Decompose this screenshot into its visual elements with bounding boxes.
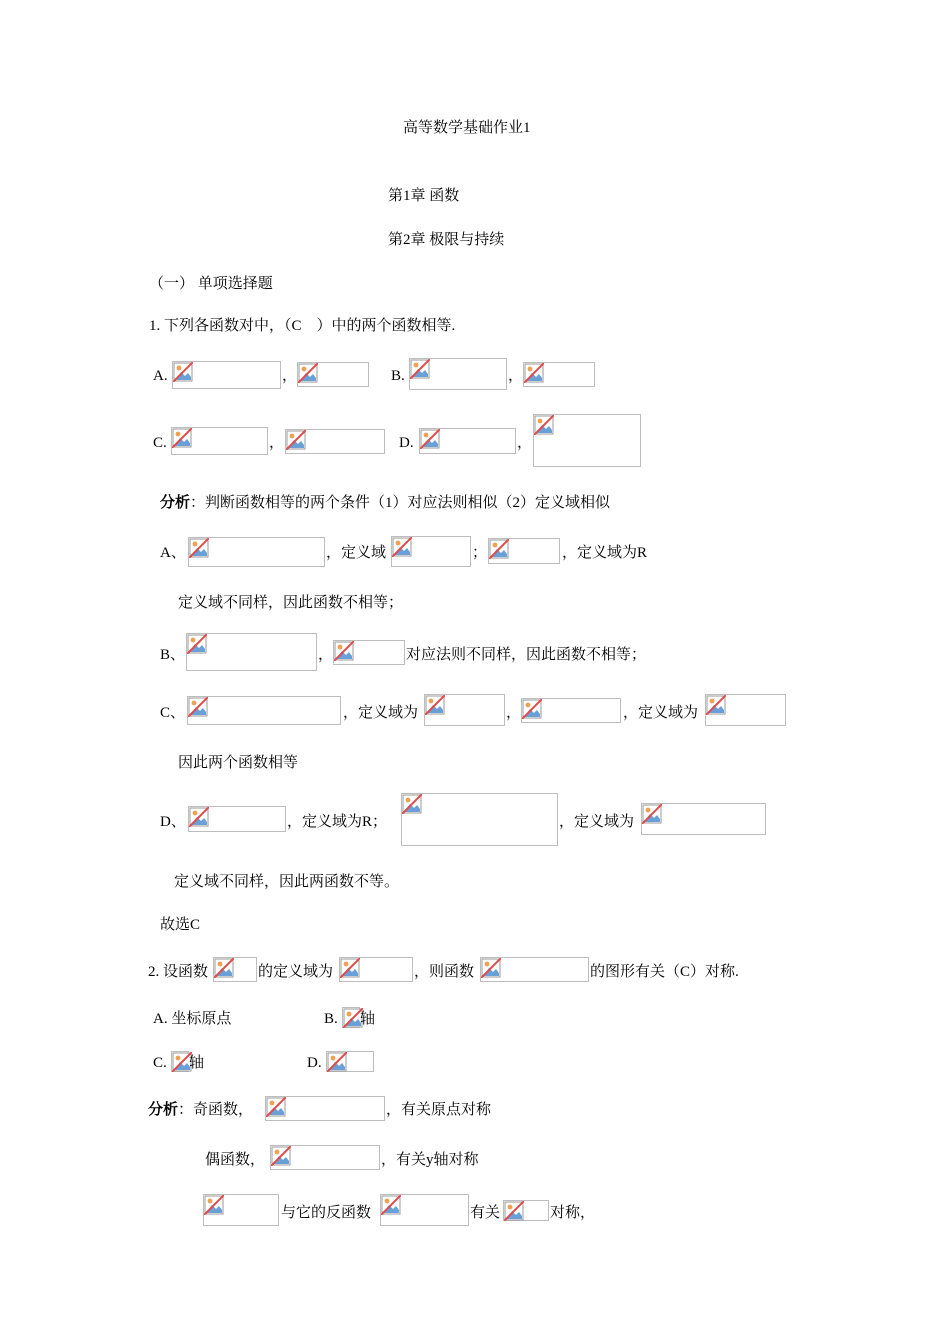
analysis-text: ：判断函数相等的两个条件（1）对应法则相似（2）定义域相似 <box>190 495 611 511</box>
broken-image-icon <box>172 428 192 448</box>
even-function-text: 偶函数， <box>205 1152 266 1168</box>
q1-option-a-label: A. <box>153 368 168 384</box>
broken-image-icon <box>204 1195 224 1215</box>
broken-image-icon <box>327 1052 347 1072</box>
analysis-c-note: 因此两个函数相等 <box>178 755 299 771</box>
domain-text: ，定义域为 <box>559 814 635 830</box>
broken-image-icon <box>420 429 440 449</box>
comma: ， <box>517 435 533 451</box>
formula-image <box>401 793 558 846</box>
formula-image <box>391 536 471 567</box>
broken-image-icon <box>402 794 422 814</box>
broken-image-icon <box>410 359 430 379</box>
odd-function-text: ：奇函数， <box>178 1102 254 1118</box>
analysis-a-note: 定义域不同样，因此函数不相等； <box>178 595 404 611</box>
broken-image-icon <box>189 807 209 827</box>
broken-image-icon <box>334 641 354 661</box>
formula-image <box>265 1096 385 1121</box>
formula-image <box>533 414 641 467</box>
question-2-stem-a: 2. 设函数 <box>148 964 209 980</box>
analysis-b-note: 对应法则不同样，因此函数不相等； <box>406 647 647 663</box>
broken-image-icon <box>173 362 193 382</box>
inverse-text-a: 与它的反函数 <box>281 1205 372 1221</box>
formula-image <box>419 428 516 454</box>
broken-image-icon <box>189 538 209 558</box>
q2-option-d-label: D. <box>307 1055 322 1071</box>
analysis-b-label: B、 <box>160 647 186 663</box>
broken-image-icon <box>481 958 501 978</box>
formula-image <box>203 1194 279 1226</box>
analysis-a-label: A、 <box>160 545 186 561</box>
analysis-label: 分析 <box>160 495 191 511</box>
q2-option-b-label: B. <box>324 1011 338 1027</box>
broken-image-icon <box>534 415 554 435</box>
formula-image <box>409 358 507 390</box>
formula-image <box>380 1194 469 1226</box>
analysis-label: 分析 <box>148 1102 179 1118</box>
formula-image <box>188 537 325 567</box>
broken-image-icon <box>642 804 662 824</box>
formula-image <box>523 362 595 387</box>
comma: ， <box>282 368 298 384</box>
broken-image-icon <box>489 539 509 559</box>
chapter-2-heading: 第2章 极限与持续 <box>388 232 505 248</box>
domain-text: ，定义域为 <box>343 705 419 721</box>
formula-image <box>521 698 621 723</box>
formula-image <box>171 427 268 455</box>
q2-option-b-suffix: 轴 <box>360 1011 376 1027</box>
q1-option-d-label: D. <box>399 435 414 451</box>
formula-image <box>424 694 505 726</box>
domain-text: ，定义域为R <box>562 545 648 561</box>
inverse-text-b: 有关 <box>470 1205 501 1221</box>
domain-text: ，定义域为R； <box>287 814 388 830</box>
broken-image-icon <box>271 1146 291 1166</box>
broken-image-icon <box>524 363 544 383</box>
question-2-stem-c: ，则函数 <box>414 964 475 980</box>
analysis-line <box>160 493 610 513</box>
analysis-d-note: 定义域不同样，因此两函数不等。 <box>174 874 400 890</box>
semicolon: ； <box>472 545 488 561</box>
even-symmetry-text: ，有关y轴对称 <box>381 1152 479 1168</box>
comma: ， <box>506 705 522 721</box>
formula-image <box>488 538 560 564</box>
conclusion-text: 故选C <box>160 917 201 933</box>
broken-image-icon <box>504 1201 524 1221</box>
formula-image <box>326 1051 374 1072</box>
analysis-c-label: C、 <box>160 705 186 721</box>
formula-image <box>297 362 369 387</box>
broken-image-icon <box>522 699 542 719</box>
broken-image-icon <box>214 958 234 978</box>
domain-text: ，定义域 <box>326 545 387 561</box>
formula-image <box>270 1145 380 1170</box>
q1-option-c-label: C. <box>153 435 167 451</box>
question-2-stem-d: 的图形有关（C）对称. <box>590 964 739 980</box>
formula-image <box>641 803 766 835</box>
q2-option-c-label: C. <box>153 1055 167 1071</box>
q1-option-b-label: B. <box>391 368 405 384</box>
q2-option-a: A. 坐标原点 <box>153 1011 232 1027</box>
broken-image-icon <box>187 634 207 654</box>
comma: ， <box>269 435 285 451</box>
formula-image <box>333 640 405 665</box>
broken-image-icon <box>266 1097 286 1117</box>
broken-image-icon <box>425 695 445 715</box>
broken-image-icon <box>286 430 306 450</box>
comma: ， <box>508 368 524 384</box>
formula-image <box>503 1200 549 1221</box>
comma: ， <box>318 647 334 663</box>
analysis-d-label: D、 <box>160 814 186 830</box>
formula-image <box>172 361 281 389</box>
inverse-text-c: 对称， <box>550 1205 596 1221</box>
domain-text: ，定义域为 <box>623 705 699 721</box>
question-1-stem: 1. 下列各函数对中，（C ）中的两个函数相等. <box>149 318 456 334</box>
formula-image <box>171 1051 189 1072</box>
q2-option-c-suffix: 轴 <box>189 1055 205 1071</box>
analysis-2-line <box>148 1100 253 1120</box>
formula-image <box>186 633 317 671</box>
broken-image-icon <box>381 1195 401 1215</box>
odd-symmetry-text: ，有关原点对称 <box>386 1102 492 1118</box>
formula-image <box>285 429 385 454</box>
broken-image-icon <box>392 537 412 557</box>
chapter-1-heading: 第1章 函数 <box>388 188 460 204</box>
formula-image <box>187 696 341 725</box>
broken-image-icon <box>298 363 318 383</box>
formula-image <box>705 694 786 726</box>
broken-image-icon <box>706 695 726 715</box>
broken-image-icon <box>188 697 208 717</box>
question-2-stem-b: 的定义域为 <box>258 964 334 980</box>
doc-title: 高等数学基础作业1 <box>403 120 531 136</box>
broken-image-icon <box>340 958 360 978</box>
formula-image <box>188 806 286 832</box>
section-heading: （一） 单项选择题 <box>149 276 273 292</box>
formula-image <box>480 957 589 982</box>
formula-image <box>342 1007 360 1028</box>
formula-image <box>339 957 413 982</box>
formula-image <box>213 957 257 982</box>
